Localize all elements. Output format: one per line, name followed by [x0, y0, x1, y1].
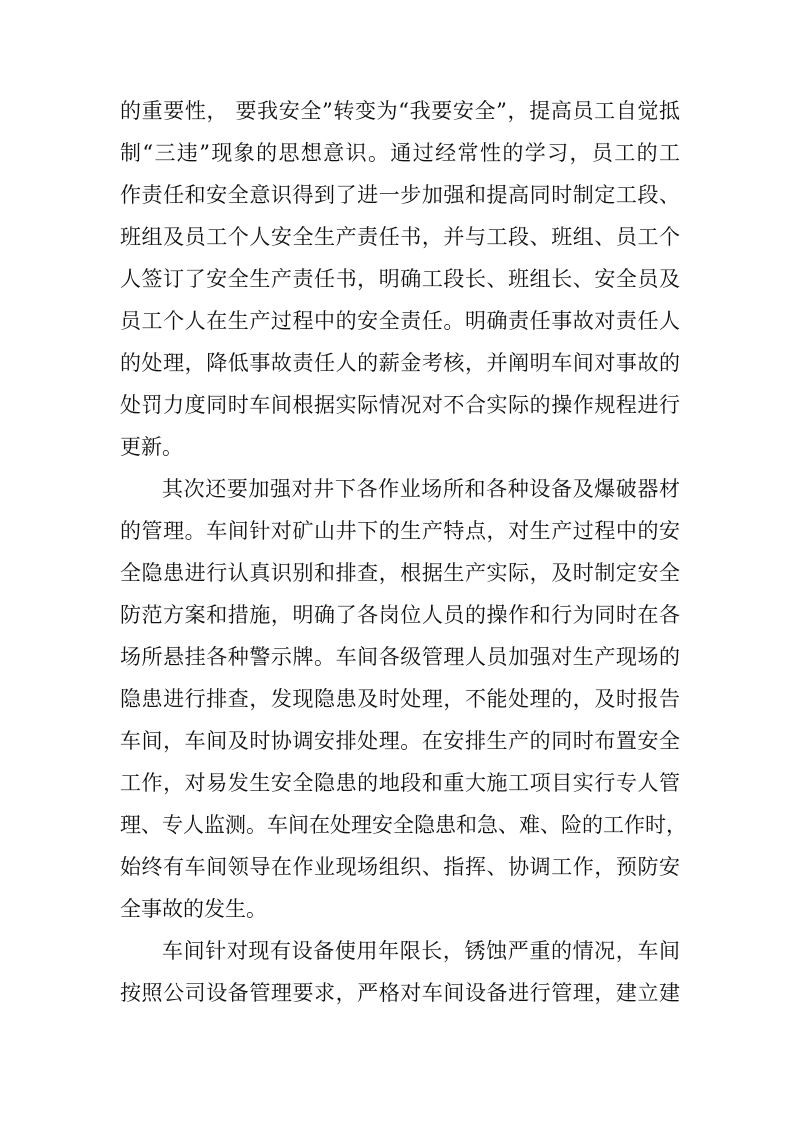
- text-line: 车间，车间及时协调安排处理。在安排生产的同时布置安全: [120, 729, 680, 753]
- text-line: 全隐患进行认真识别和排查，根据生产实际，及时制定安全: [120, 561, 680, 585]
- text-line: 人签订了安全生产责任书，明确工段长、班组长、安全员及: [120, 267, 680, 291]
- text-line: 全事故的发生。: [120, 897, 267, 921]
- text-line: 制“三违”现象的思想意识。通过经常性的学习，员工的工: [120, 141, 680, 165]
- text-line: 其次还要加强对井下各作业场所和各种设备及爆破器材: [162, 477, 680, 501]
- text-line: 始终有车间领导在作业现场组织、指挥、协调工作，预防安: [120, 855, 680, 879]
- text-line: 工作，对易发生安全隐患的地段和重大施工项目实行专人管: [120, 771, 680, 795]
- text-line: 处罚力度同时车间根据实际情况对不合实际的操作规程进行: [120, 393, 680, 417]
- text-line: 的处理，降低事故责任人的薪金考核，并阐明车间对事故的: [120, 351, 680, 375]
- text-line: 作责任和安全意识得到了进一步加强和提高同时制定工段、: [120, 183, 680, 207]
- text-line: 的管理。车间针对矿山井下的生产特点，对生产过程中的安: [120, 519, 680, 543]
- text-line: 防范方案和措施，明确了各岗位人员的操作和行为同时在各: [120, 603, 680, 627]
- text-line: 隐患进行排查，发现隐患及时处理，不能处理的，及时报告: [120, 687, 680, 711]
- text-line: 理、专人监测。车间在处理安全隐患和急、难、险的工作时，: [120, 813, 687, 837]
- text-line: 的重要性， 要我安全”转变为“我要安全”，提高员工自觉抵: [120, 99, 680, 123]
- text-line: 场所悬挂各种警示牌。车间各级管理人员加强对生产现场的: [120, 645, 680, 669]
- text-line: 员工个人在生产过程中的安全责任。明确责任事故对责任人: [120, 309, 680, 333]
- text-line: 更新。: [120, 435, 183, 459]
- text-line: 班组及员工个人安全生产责任书，并与工段、班组、员工个: [120, 225, 680, 249]
- text-line: 按照公司设备管理要求，严格对车间设备进行管理，建立建: [120, 981, 680, 1005]
- text-line: 车间针对现有设备使用年限长，锈蚀严重的情况，车间: [162, 939, 680, 963]
